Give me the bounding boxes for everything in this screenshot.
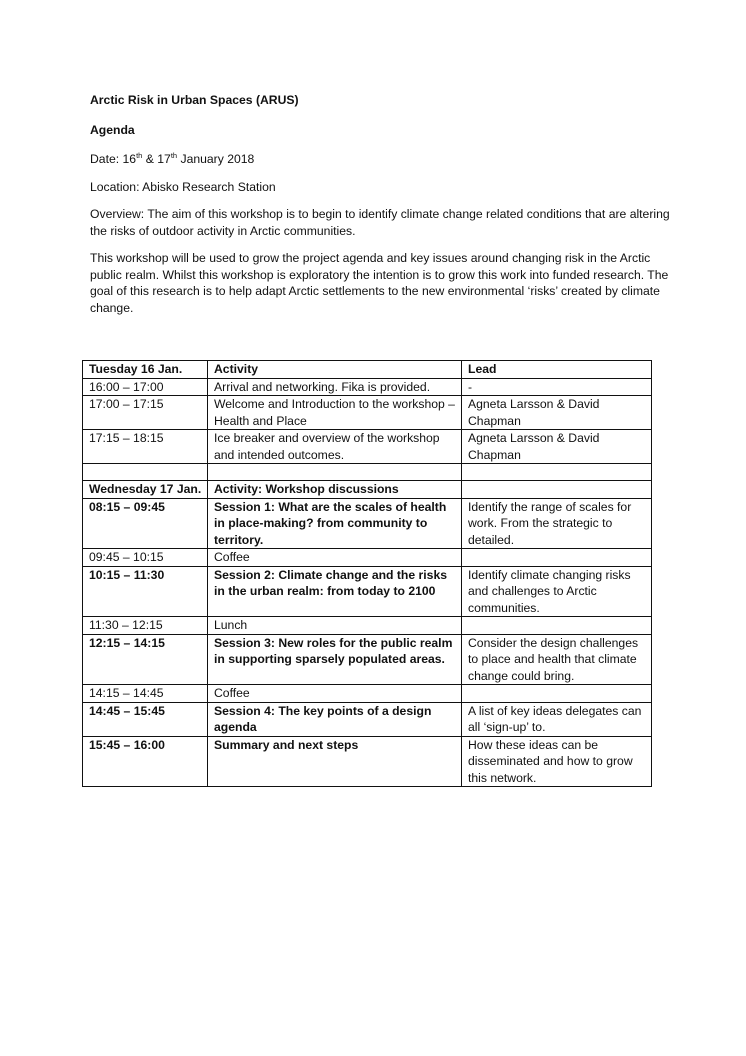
lead-cell: [462, 685, 652, 703]
time-cell: 09:45 – 10:15: [83, 549, 208, 567]
table-row: [83, 498, 652, 549]
lead-cell: Identify the range of scales for work. From the strategic to detailed.: [462, 498, 652, 549]
activity-cell: Activity: Workshop discussions: [208, 481, 462, 499]
table-row: [83, 634, 652, 685]
activity-cell: Session 1: What are the scales of health in place-making? from community to territory.: [208, 498, 462, 549]
activity-cell: Summary and next steps: [208, 736, 462, 787]
agenda-table: [82, 360, 652, 787]
time-cell: 12:15 – 14:15: [83, 634, 208, 685]
lead-cell: [462, 481, 652, 499]
document-title: Arctic Risk in Urban Spaces (ARUS): [90, 93, 299, 107]
time-cell: 17:00 – 17:15: [83, 396, 208, 430]
date-day-2: 17: [157, 152, 171, 166]
lead-cell: Lead: [462, 361, 652, 379]
time-cell: 08:15 – 09:45: [83, 498, 208, 549]
table-row: [83, 702, 652, 736]
date-day-1: 16: [122, 152, 137, 166]
table-row: [83, 566, 652, 617]
activity-cell: [208, 464, 462, 481]
purpose-paragraph: This workshop will be used to grow the project agenda and key issues around changing risk in the Arctic public realm. Whilst this workshop is exploratory the intention is to grow this work into funded research. The goal of this research is to help adapt Arctic settlements to the new environmental ‘risks’ created by climate change.: [90, 251, 669, 315]
lead-cell: [462, 617, 652, 635]
lead-cell: [462, 464, 652, 481]
table-row: [83, 736, 652, 787]
activity-cell: Coffee: [208, 549, 462, 567]
table-row: [83, 685, 652, 703]
date-label: Date:: [90, 152, 123, 166]
table-row: [83, 361, 652, 379]
activity-cell: Welcome and Introduction to the workshop – Health and Place: [208, 396, 462, 430]
table-row: [83, 430, 652, 464]
lead-cell: A list of key ideas delegates can all ‘sign-up’ to.: [462, 702, 652, 736]
document-body: [90, 92, 670, 327]
activity-cell: Activity: [208, 361, 462, 379]
activity-cell: Lunch: [208, 617, 462, 635]
lead-cell: How these ideas can be disseminated and how to grow this network.: [462, 736, 652, 787]
lead-cell: Identify climate changing risks and challenges to Arctic communities.: [462, 566, 652, 617]
time-cell: 16:00 – 17:00: [83, 378, 208, 396]
agenda-heading: Agenda: [90, 122, 135, 137]
activity-cell: Ice breaker and overview of the workshop and intended outcomes.: [208, 430, 462, 464]
table-row: [83, 464, 652, 481]
activity-cell: Session 2: Climate change and the risks in the urban realm: from today to 2100: [208, 566, 462, 617]
activity-cell: Session 3: New roles for the public realm in supporting sparsely populated areas.: [208, 634, 462, 685]
activity-cell: Coffee: [208, 685, 462, 703]
table-row: [83, 549, 652, 567]
overview-paragraph: Overview: The aim of this workshop is to begin to identify climate change related conditions that are altering the risks of outdoor activity in Arctic communities.: [90, 207, 670, 238]
activity-cell: Session 4: The key points of a design agenda: [208, 702, 462, 736]
time-cell: 17:15 – 18:15: [83, 430, 208, 464]
lead-cell: Consider the design challenges to place and health that climate change could bring.: [462, 634, 652, 685]
time-cell: 14:15 – 14:45: [83, 685, 208, 703]
time-cell: 15:45 – 16:00: [83, 736, 208, 787]
agenda-table-body: [83, 361, 652, 787]
lead-cell: Agneta Larsson & David Chapman: [462, 430, 652, 464]
date-joiner: &: [142, 152, 158, 166]
table-row: [83, 481, 652, 499]
date-month-year: January 2018: [177, 152, 255, 166]
location-line: Location: Abisko Research Station: [90, 179, 276, 194]
lead-cell: -: [462, 378, 652, 396]
time-cell: 10:15 – 11:30: [83, 566, 208, 617]
date-line: [90, 151, 670, 168]
time-cell: [83, 464, 208, 481]
table-row: [83, 617, 652, 635]
time-cell: 11:30 – 12:15: [83, 617, 208, 635]
lead-cell: [462, 549, 652, 567]
table-row: [83, 378, 652, 396]
activity-cell: Arrival and networking. Fika is provided.: [208, 378, 462, 396]
time-cell: 14:45 – 15:45: [83, 702, 208, 736]
date-day-2-suffix: th: [170, 151, 178, 160]
time-cell: Wednesday 17 Jan.: [83, 481, 208, 499]
lead-cell: Agneta Larsson & David Chapman: [462, 396, 652, 430]
table-row: [83, 396, 652, 430]
time-cell: Tuesday 16 Jan.: [83, 361, 208, 379]
date-day-1-suffix: th: [136, 151, 143, 160]
